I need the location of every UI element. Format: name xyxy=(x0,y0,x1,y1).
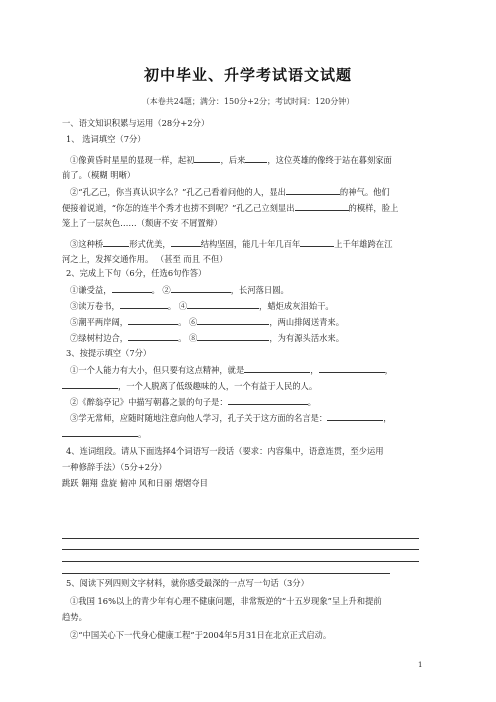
text-segment: 一、语文知识积累与运用（28分+2分） xyxy=(62,118,210,128)
text-segment: 上千年雄跨在江 xyxy=(334,239,393,249)
fill-in-blank[interactable] xyxy=(197,316,269,325)
text-line xyxy=(62,218,434,229)
text-segment: 。 ② xyxy=(151,285,171,295)
fill-in-blank[interactable] xyxy=(103,238,129,247)
fill-in-blank[interactable] xyxy=(187,300,259,309)
text-segment: 趋势。 xyxy=(62,612,87,622)
text-segment: ，蜡炬成灰泪始干。 xyxy=(259,301,334,311)
text-segment: ， xyxy=(383,413,392,423)
text-segment: 前了。（模糊 明晰） xyxy=(62,170,136,180)
text-segment: ， xyxy=(384,365,393,375)
text-line xyxy=(62,254,434,265)
text-line xyxy=(62,462,434,473)
text-segment: 2、完成上下句（6分，任选6句作答） xyxy=(66,268,207,278)
text-segment: ， xyxy=(310,365,319,375)
text-segment: ②“中国关心下一代身心健康工程”于2004年5月31日在北京正式启动。 xyxy=(70,630,332,640)
text-line xyxy=(70,596,442,607)
answer-line-1 xyxy=(62,538,419,539)
fill-in-blank[interactable] xyxy=(228,396,308,405)
text-segment: 1、 选词填空（7分） xyxy=(66,134,146,144)
fill-in-blank[interactable] xyxy=(327,412,383,421)
text-segment: 。 xyxy=(307,397,316,407)
fill-in-blank[interactable] xyxy=(245,154,267,163)
text-line xyxy=(66,268,438,279)
fill-in-blank[interactable] xyxy=(112,284,152,293)
text-line xyxy=(66,578,438,589)
fill-in-blank[interactable] xyxy=(295,202,349,211)
text-segment: ，长河落日圆。 xyxy=(230,285,289,295)
text-segment: 结构坚固，能几十年几百年 xyxy=(200,239,301,249)
text-line xyxy=(62,380,434,392)
text-segment: 跳跃 翱翔 盘旋 俯冲 风和日丽 熠熠夺目 xyxy=(62,478,208,488)
text-line xyxy=(62,612,434,623)
fill-in-blank[interactable] xyxy=(128,332,178,341)
text-segment: ①一个人能力有大小，但只要有这点精神，就是 xyxy=(70,365,245,375)
text-segment: 形式优美， xyxy=(129,239,171,249)
text-segment: ，这位英雄的像终于站在暮刻家面 xyxy=(267,155,392,165)
exam-title: 初中毕业、升学考试语文试题 xyxy=(143,66,352,84)
fill-in-blank[interactable] xyxy=(171,284,231,293)
text-segment: 的神气。他们 xyxy=(339,187,390,197)
text-segment: 5、阅读下列四则文字材料，就你感受最深的一点写一句话（3分） xyxy=(66,578,309,588)
text-segment: 的模样，脸上 xyxy=(348,203,399,213)
page-number: 1 xyxy=(418,661,423,669)
fill-in-blank[interactable] xyxy=(197,332,269,341)
text-segment: ①谦受益， xyxy=(70,285,112,295)
text-segment: ②《醉翁亭记》中描写朝暮之景的句子是： xyxy=(70,397,228,407)
fill-in-blank[interactable] xyxy=(194,154,220,163)
text-segment: ⑤潮平两岸阔， xyxy=(70,317,129,327)
text-line xyxy=(66,134,438,145)
fill-in-blank[interactable] xyxy=(300,238,334,247)
text-line xyxy=(70,412,442,424)
text-line xyxy=(62,118,434,129)
text-line xyxy=(70,396,442,408)
answer-line-2 xyxy=(62,549,419,550)
text-segment: 笼上了一层灰色……（颓唐不安 不屑置辩） xyxy=(62,218,223,228)
answer-line-4 xyxy=(62,573,390,574)
text-segment: 4、连词组段。请从下面选择4个词语写一段话（要求：内容集中，语意连贯，至少运用 xyxy=(66,446,384,456)
text-segment: 3、按提示填空（7分） xyxy=(66,348,152,358)
text-segment: ，一个人脱离了低级趣味的人，一个有益于人民的人。 xyxy=(118,381,318,391)
text-segment: 。 ④ xyxy=(167,301,188,311)
text-line xyxy=(70,300,442,312)
fill-in-blank[interactable] xyxy=(286,186,340,195)
text-segment: 。 ⑥ xyxy=(178,317,198,327)
text-line xyxy=(70,154,442,166)
text-segment: 。 xyxy=(138,429,147,439)
exam-subtitle: （本卷共24题；满分：150分+2分；考试时间：120分钟） xyxy=(141,97,355,106)
text-line xyxy=(66,348,438,359)
text-segment: ③读万卷书， xyxy=(70,301,120,311)
text-line xyxy=(70,284,442,296)
fill-in-blank[interactable] xyxy=(62,380,118,389)
answer-line-3 xyxy=(62,561,419,562)
text-segment: 便接着说道，“你怎的连半个秀才也捞不到呢？”孔乙己立刻显出 xyxy=(62,203,295,213)
text-line xyxy=(70,332,442,344)
text-segment: ，后来 xyxy=(220,155,246,165)
text-segment: 一种修辞手法）（5分+2分） xyxy=(62,462,167,472)
text-segment: ③学无常师，应随时随地注意向他人学习，孔子关于这方面的名言是： xyxy=(70,413,328,423)
text-segment: ①像黄昏时星星的显现一样，起初 xyxy=(70,155,195,165)
fill-in-blank[interactable] xyxy=(319,364,385,373)
text-segment: 河之上，发挥交通作用。 （甚至 而且 不但） xyxy=(62,254,228,264)
fill-in-blank[interactable] xyxy=(128,316,178,325)
text-segment: ②“孔乙己，你当真认识字么？”孔乙己看着问他的人，显出 xyxy=(70,187,286,197)
text-line xyxy=(62,428,434,440)
text-segment: ①我国 16%以上的青少年有心理不健康问题，非常叛逆的“十五岁现象”呈上升和提前 xyxy=(70,596,382,606)
fill-in-blank[interactable] xyxy=(171,238,201,247)
text-line xyxy=(70,238,442,250)
text-segment: ③这种桥 xyxy=(70,239,104,249)
text-line xyxy=(70,186,442,198)
text-line xyxy=(70,630,442,641)
text-segment: 。 ⑧ xyxy=(178,333,198,343)
fill-in-blank[interactable] xyxy=(244,364,310,373)
fill-in-blank[interactable] xyxy=(120,300,168,309)
text-segment: ，为有源头活水来。 xyxy=(269,333,345,343)
text-line xyxy=(62,478,434,489)
text-segment: ⑦绿树村边合， xyxy=(70,333,129,343)
text-segment: ，两山排闼送青来。 xyxy=(269,317,345,327)
text-line xyxy=(70,316,442,328)
fill-in-blank[interactable] xyxy=(62,428,138,437)
text-line xyxy=(62,170,434,181)
text-line xyxy=(70,364,442,376)
text-line xyxy=(66,446,438,457)
text-line xyxy=(62,202,434,214)
